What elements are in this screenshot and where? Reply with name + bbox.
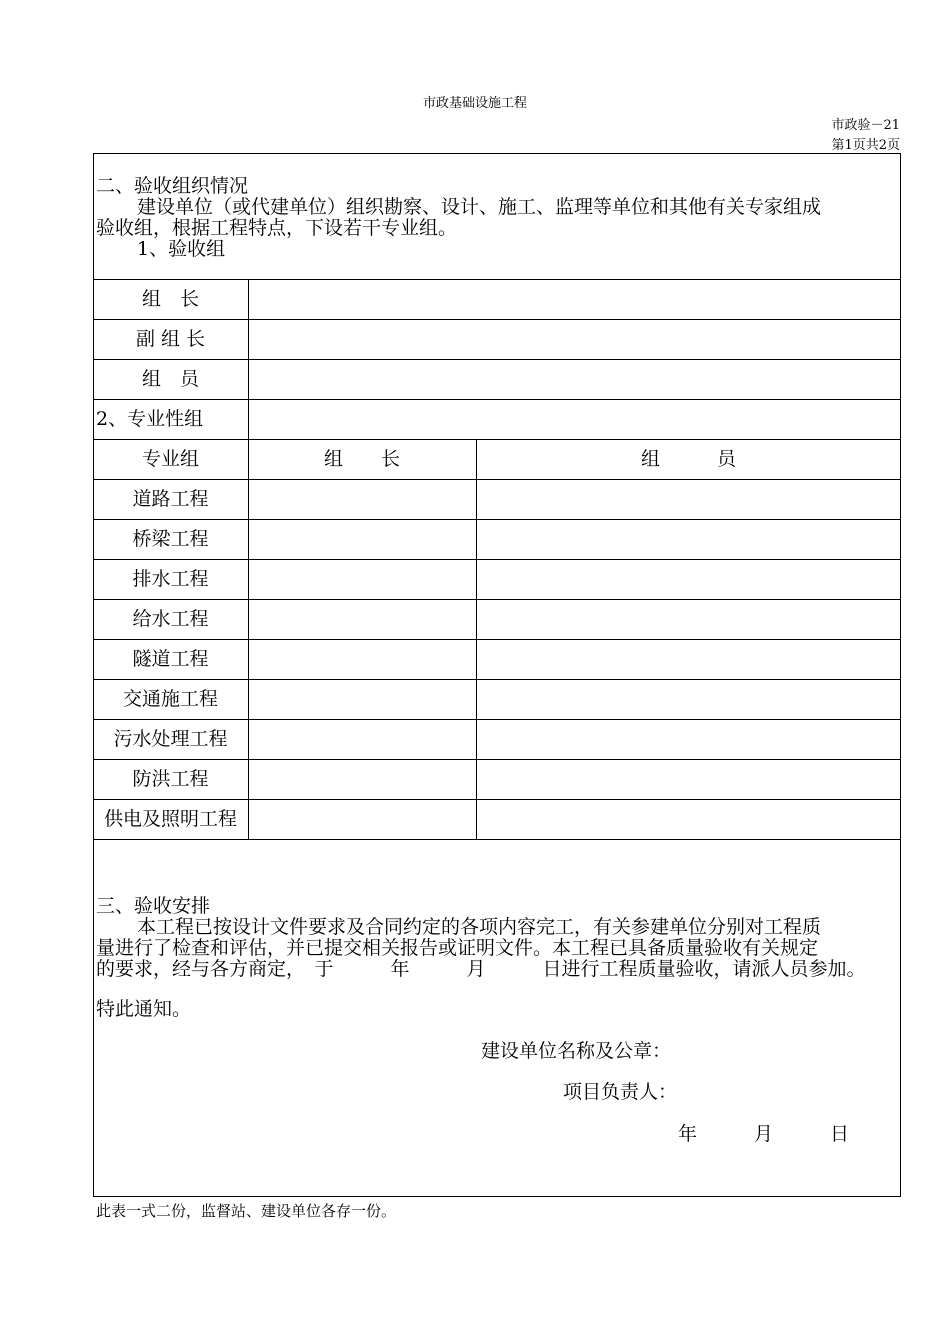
section3-line2: 量进行了检查和评估，并已提交相关报告或证明文件。本工程已具备质量验收有关规定 [96,937,819,959]
specialty-bridge: 桥梁工程 [132,528,209,550]
section2-heading: 二、验收组织情况 [96,175,249,197]
row-label-leader: 组 长 [141,288,199,310]
section2-paragraph-line2: 验收组，根据工程特点，下设若干专业组。 [96,217,458,239]
row-label-deputy-leader: 副 组 长 [135,328,206,350]
page-number: 第1页共2页 [831,138,900,153]
specialty-drainage: 排水工程 [132,568,209,590]
table-rule [93,839,901,840]
unit-seal-label: 建设单位名称及公章： [481,1040,672,1062]
specialty-sewage: 污水处理工程 [113,728,228,750]
section3-heading: 三、验收安排 [96,895,211,917]
header-leader: 组 长 [323,448,400,470]
subsection-acceptance-group: 1、验收组 [137,238,226,260]
project-leader-label: 项目负责人： [563,1081,678,1103]
document-title: 市政基础设施工程 [422,96,527,111]
section3-line1: 本工程已按设计文件要求及合同约定的各项内容完工，有关参建单位分别对工程质 [137,916,822,938]
form-code: 市政验－21 [831,118,900,133]
specialty-flood-control: 防洪工程 [132,768,209,790]
header-specialty: 专业组 [141,448,199,470]
section2-paragraph-line1: 建设单位（或代建单位）组织勘察、设计、施工、监理等单位和其他有关专家组成 [137,196,822,218]
subsection-specialty-group: 2、专业性组 [96,408,204,430]
table-rule [93,399,901,400]
footnote: 此表一式二份，监督站、建设单位各存一份。 [96,1202,397,1220]
specialty-road: 道路工程 [132,488,209,510]
specialty-power-lighting: 供电及照明工程 [103,808,237,830]
notice-text: 特此通知。 [96,998,192,1020]
specialty-traffic: 交通施工程 [122,688,218,710]
date-label: 年 月 日 [678,1123,850,1145]
row-label-member: 组 员 [141,368,199,390]
specialty-tunnel: 隧道工程 [132,648,209,670]
header-members: 组 员 [640,448,736,470]
section3-line3: 的要求，经与各方商定， 于 年 月 日进行工程质量验收，请派人员参加。 [96,958,866,980]
table-column-rule [476,439,477,839]
specialty-water-supply: 给水工程 [132,608,209,630]
table-column-rule [248,279,249,839]
